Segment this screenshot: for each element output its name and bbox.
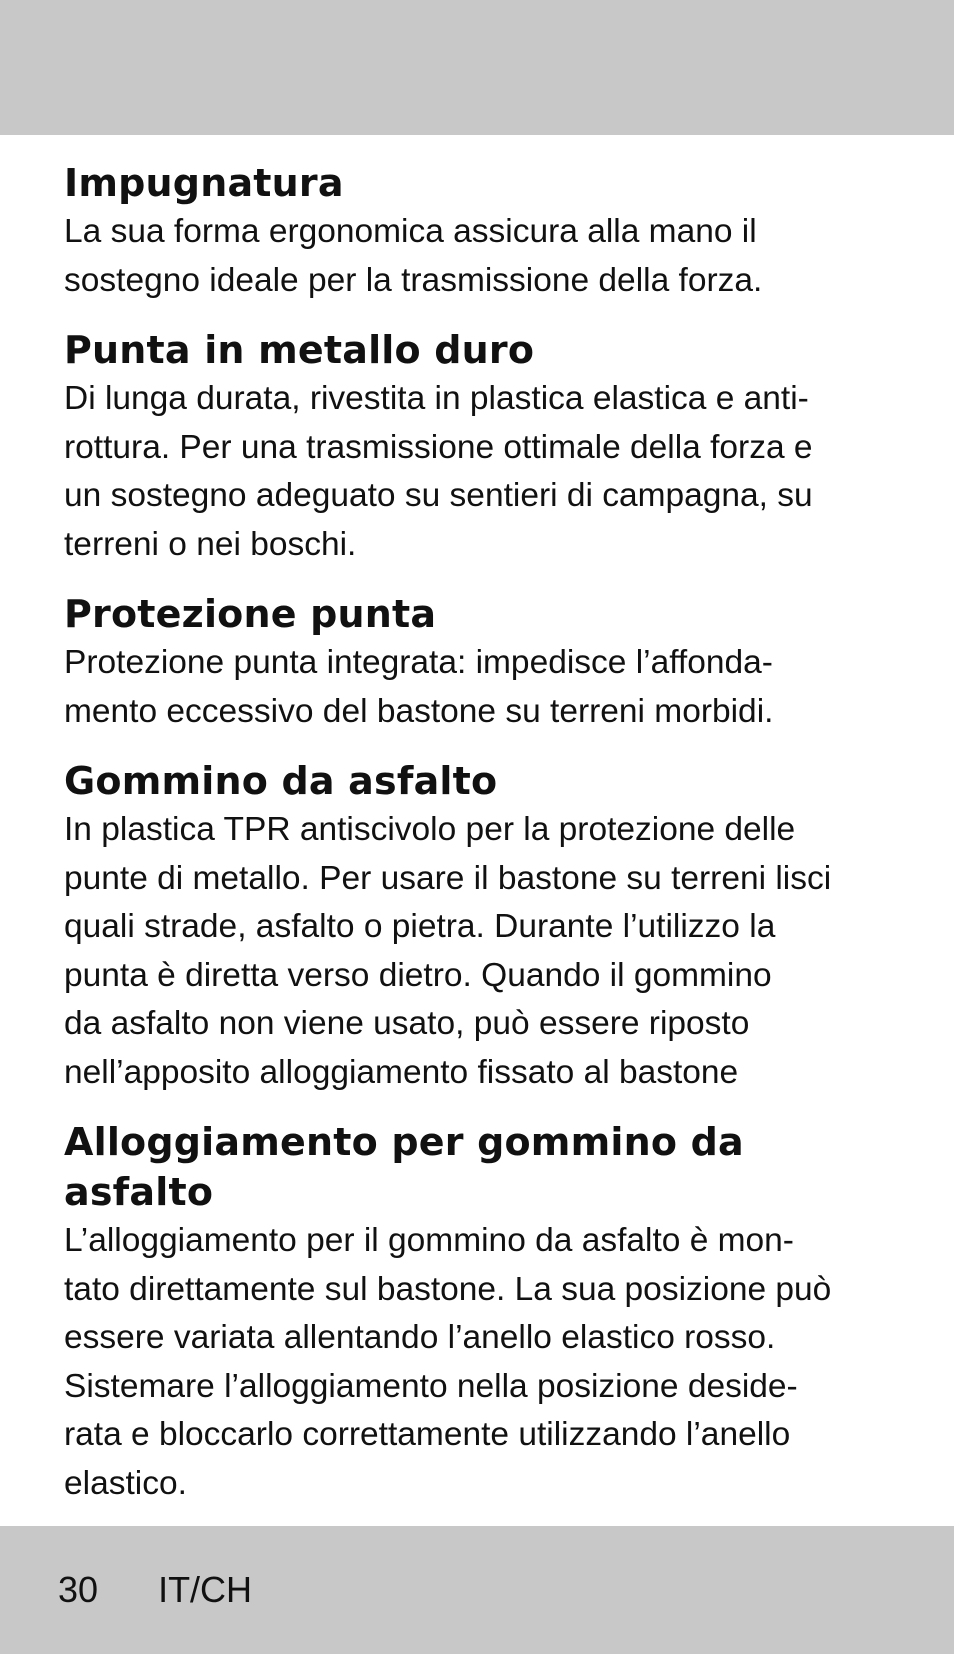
section-heading: Gommino da asfalto (64, 759, 498, 803)
section-text (64, 1217, 894, 1508)
section-impugnatura (64, 158, 894, 305)
text-line: La sua forma ergonomica assicura alla mano il (64, 213, 757, 250)
text-line: punte di metallo. Per usare il bastone su terreni lisci (64, 859, 832, 897)
text-line: Di lunga durata, rivestita in plastica elastica e anti- (64, 380, 809, 417)
section-protezione-punta (64, 589, 894, 736)
section-text (64, 208, 894, 305)
text-line: punta è diretta verso dietro. Quando il gommino (64, 956, 772, 994)
text-line: L’alloggiamento per il gommino da asfalto è mon- (64, 1222, 794, 1259)
heading-line: Alloggiamento per gommino da (64, 1120, 744, 1164)
page-footer (58, 1568, 252, 1612)
text-line: Protezione punta integrata: impedisce l’affonda- (64, 644, 773, 681)
page-number: 30 (58, 1569, 99, 1610)
text-line: terreni o nei boschi. (64, 525, 357, 563)
section-text (64, 806, 894, 1097)
header-band (0, 0, 954, 135)
text-line: da asfalto non viene usato, può essere riposto (64, 1005, 750, 1042)
text-line: elastico. (64, 1464, 187, 1502)
section-heading: Impugnatura (64, 161, 344, 205)
locale-code: IT/CH (158, 1569, 253, 1610)
heading-line: asfalto (64, 1170, 214, 1214)
section-text (64, 375, 894, 569)
text-line: Sistemare l’alloggiamento nella posizione deside- (64, 1367, 798, 1405)
section-heading (64, 1117, 894, 1217)
text-line: nell’apposito alloggiamento fissato al bastone (64, 1053, 739, 1091)
text-line: essere variata allentando l’anello elastico rosso. (64, 1319, 776, 1356)
text-line: sostegno ideale per la trasmissione della forza. (64, 261, 763, 299)
section-heading: Punta in metallo duro (64, 328, 535, 372)
section-alloggiamento-gommino (64, 1117, 894, 1508)
section-punta-metallo-duro (64, 325, 894, 569)
section-heading: Protezione punta (64, 592, 437, 636)
text-line: In plastica TPR antiscivolo per la protezione delle (64, 811, 796, 848)
text-line: rata e bloccarlo correttamente utilizzando l’anello (64, 1416, 791, 1453)
text-line: quali strade, asfalto o pietra. Durante l’utilizzo la (64, 908, 776, 945)
section-text (64, 639, 894, 736)
text-line: rottura. Per una trasmissione ottimale della forza e (64, 428, 813, 466)
section-gommino-asfalto (64, 756, 894, 1097)
text-line: tato direttamente sul bastone. La sua posizione può (64, 1270, 832, 1308)
document-body (64, 158, 894, 1528)
text-line: mento eccessivo del bastone su terreni morbidi. (64, 692, 774, 730)
text-line: un sostegno adeguato su sentieri di campagna, su (64, 477, 813, 514)
